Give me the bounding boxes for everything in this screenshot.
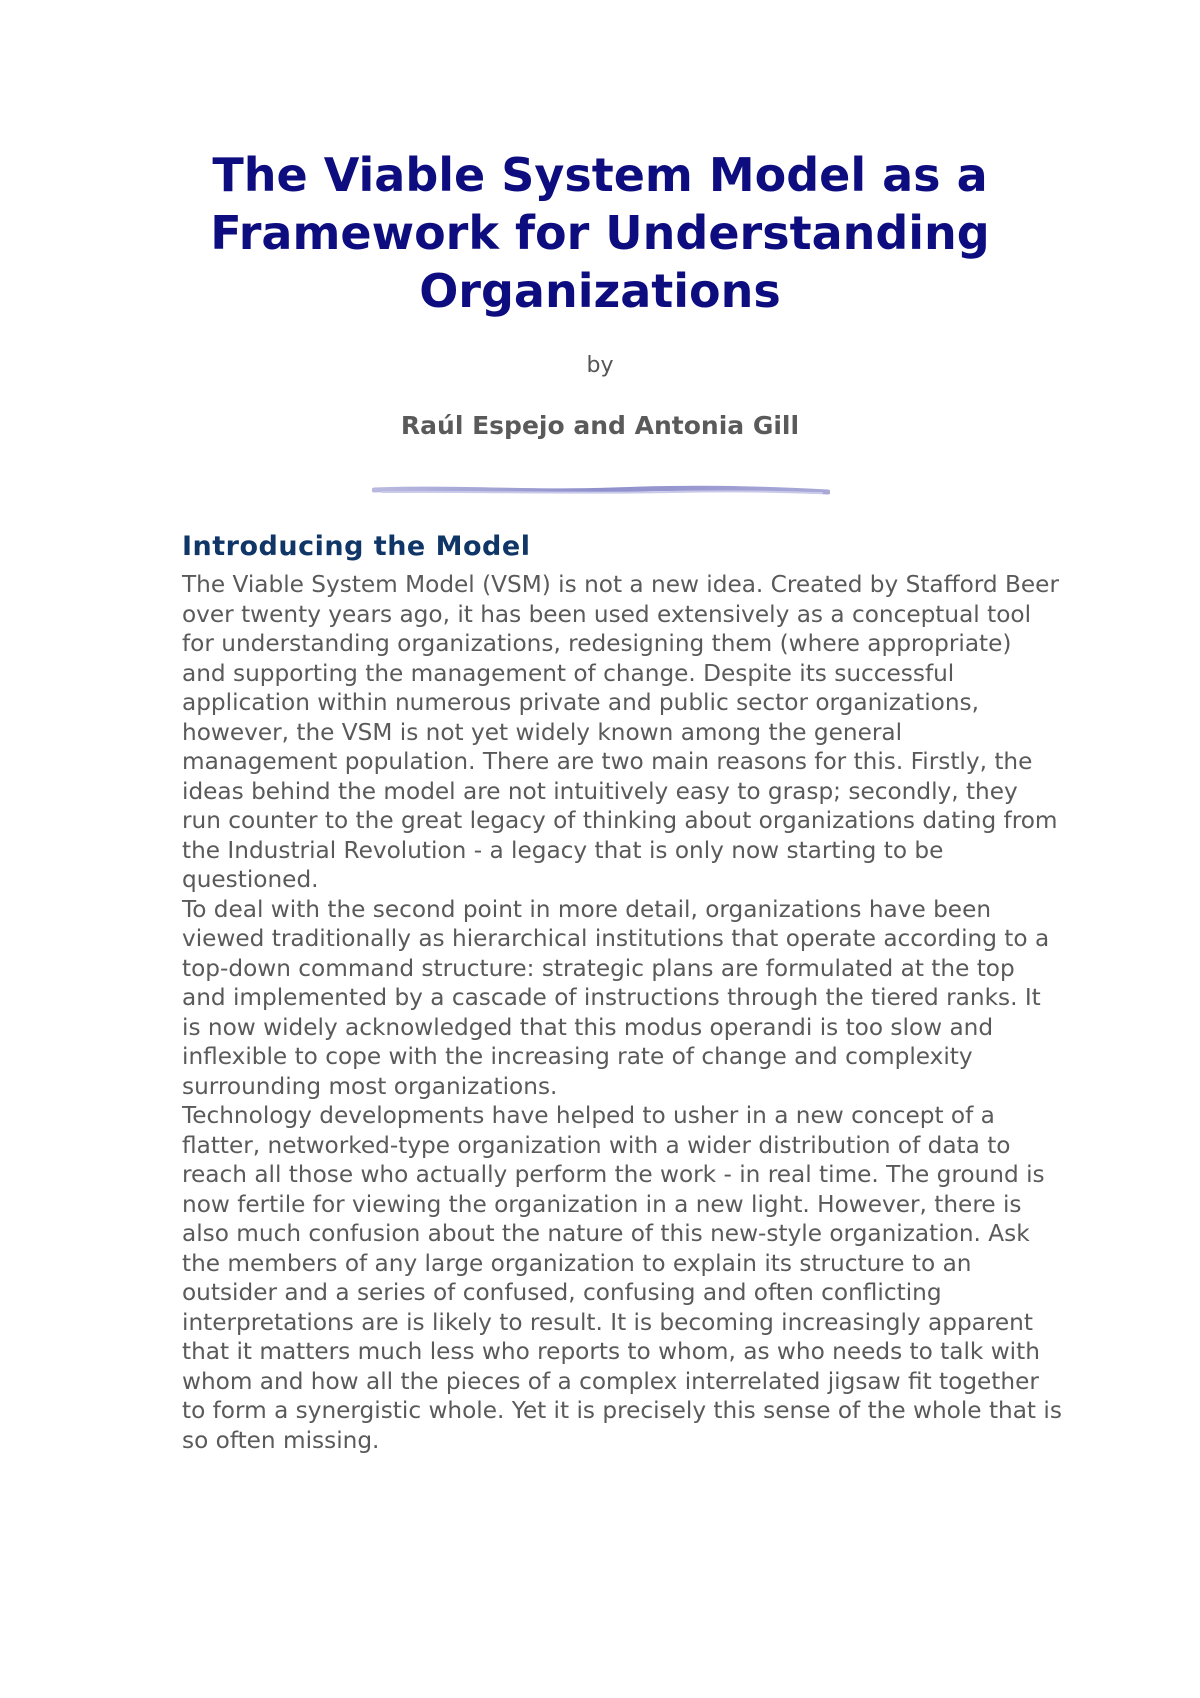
byline: by	[586, 353, 614, 378]
body-text	[182, 570, 1062, 1455]
decorative-divider	[372, 484, 830, 498]
authors: Raúl Espejo and Antonia Gill	[400, 411, 800, 440]
paragraph-1: The Viable System Model (VSM) is not a new idea. Created by Stafford Beer over twenty years ago, it has been used extensively as a conceptual tool for understanding organizations, redesigning them (where appropriate) and supporting the management of change. Despite its successful application within numerous private and public sector organizations, however, the VSM is not yet widely known among the general management population. There are two main reasons for this. Firstly, the ideas behind the model are not intuitively easy to grasp; secondly, they run counter to the great legacy of thinking about organizations dating from the Industrial Revolution - a legacy that is only now starting to be questioned.	[182, 571, 1059, 893]
paragraph-3: Technology developments have helped to usher in a new concept of a flatter, networked-type organization with a wider distribution of data to reach all those who actually perform the work - in real time. The ground is now fertile for viewing the organization in a new light. However, there is also much confusion about the nature of this new-style organization. Ask the members of any large organization to explain its structure to an outsider and a series of confused, confusing and often conflicting interpretations are is likely to result. It is becoming increasingly apparent that it matters much less who reports to whom, as who needs to talk with whom and how all the pieces of a complex interrelated jigsaw fit together to form a synergistic whole. Yet it is precisely this sense of the whole that is so often missing.	[182, 1102, 1062, 1454]
section-heading: Introducing the Model	[182, 531, 531, 562]
page-title: The Viable System Model as a Framework for Understanding Organizations	[210, 148, 990, 318]
paragraph-2: To deal with the second point in more detail, organizations have been viewed traditionally as hierarchical institutions that operate according to a top-down command structure: strategic plans are formulated at the top and implemented by a cascade of instructions through the tiered ranks. It is now widely acknowledged that this modus operandi is too slow and inflexible to cope with the increasing rate of change and complexity surrounding most organizations.	[182, 895, 1050, 1100]
